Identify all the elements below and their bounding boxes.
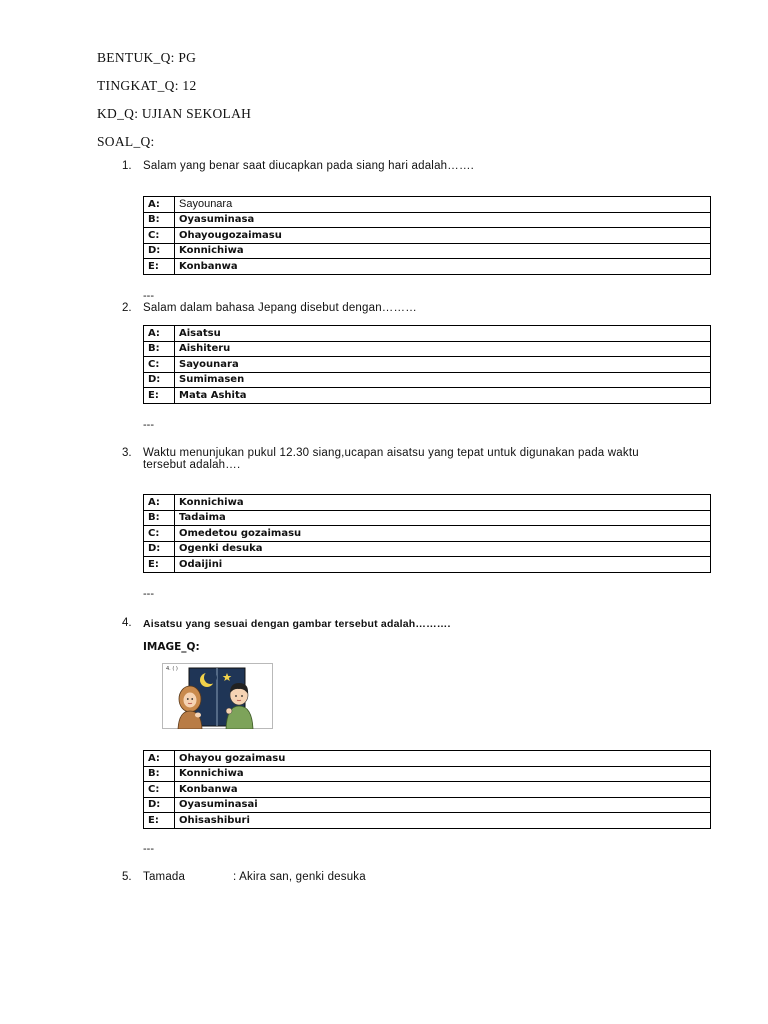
question-1-number: 1. (122, 160, 132, 172)
option-row[interactable] (144, 326, 711, 342)
image-label: IMAGE_Q: (143, 641, 200, 653)
image-caption: 4. ( ) (166, 666, 178, 672)
meta-soal: SOAL_Q: (97, 134, 155, 149)
question-4-text: Aisatsu yang sesuai dengan gambar tersebut adalah………. (143, 618, 451, 630)
question-2-number: 2. (122, 302, 132, 314)
option-row[interactable] (144, 797, 711, 813)
option-row[interactable] (144, 510, 711, 526)
option-label: D: (144, 243, 175, 259)
option-label: C: (144, 526, 175, 542)
option-label: E: (144, 259, 175, 275)
option-row[interactable] (144, 526, 711, 542)
option-row[interactable] (144, 228, 711, 244)
option-text: Konnichiwa (175, 766, 711, 782)
option-row[interactable] (144, 357, 711, 373)
question-4-number: 4. (122, 617, 132, 629)
option-text: Ohisashiburi (175, 813, 711, 829)
option-row[interactable] (144, 388, 711, 404)
option-row[interactable] (144, 243, 711, 259)
question-4-options (143, 750, 711, 829)
option-text: Oyasuminasa (175, 212, 711, 228)
meta-kd: KD_Q: UJIAN SEKOLAH (97, 106, 252, 121)
girl-figure (178, 686, 202, 729)
option-row[interactable] (144, 197, 711, 213)
question-2-options (143, 325, 711, 404)
option-label: D: (144, 372, 175, 388)
option-label: E: (144, 813, 175, 829)
option-label: C: (144, 228, 175, 244)
option-text: Ohayougozaimasu (175, 228, 711, 244)
separator: --- (143, 588, 154, 600)
question-5-speaker: Tamada (143, 871, 186, 883)
option-text: Oyasuminasai (175, 797, 711, 813)
option-row[interactable] (144, 212, 711, 228)
option-row[interactable] (144, 495, 711, 511)
option-label: B: (144, 766, 175, 782)
question-3-text-line2: tersebut adalah…. (143, 459, 241, 471)
option-label: C: (144, 357, 175, 373)
separator: --- (143, 290, 154, 302)
option-text: Konbanwa (175, 782, 711, 798)
question-1-options (143, 196, 711, 275)
option-label: A: (144, 326, 175, 342)
option-text: Sayounara (175, 197, 711, 213)
greeting-illustration (162, 663, 273, 729)
option-text: Ohayou gozaimasu (175, 751, 711, 767)
meta-bentuk: BENTUK_Q: PG (97, 50, 197, 65)
meta-tingkat: TINGKAT_Q: 12 (97, 78, 197, 93)
option-text: Aishiteru (175, 341, 711, 357)
option-label: A: (144, 751, 175, 767)
question-2-text: Salam dalam bahasa Jepang disebut dengan……… (143, 302, 417, 314)
option-label: D: (144, 797, 175, 813)
option-row[interactable] (144, 341, 711, 357)
option-label: B: (144, 212, 175, 228)
option-text: Mata Ashita (175, 388, 711, 404)
option-label: B: (144, 510, 175, 526)
option-row[interactable] (144, 372, 711, 388)
option-text: Odaijini (175, 557, 711, 573)
option-text: Ogenki desuka (175, 541, 711, 557)
separator: --- (143, 419, 154, 431)
option-label: A: (144, 495, 175, 511)
separator: --- (143, 843, 154, 855)
option-row[interactable] (144, 541, 711, 557)
option-label: E: (144, 557, 175, 573)
option-row[interactable] (144, 813, 711, 829)
question-1-text: Salam yang benar saat diucapkan pada siang hari adalah……. (143, 160, 475, 172)
option-row[interactable] (144, 766, 711, 782)
option-row[interactable] (144, 751, 711, 767)
question-3-number: 3. (122, 447, 132, 459)
option-label: D: (144, 541, 175, 557)
option-text: Omedetou gozaimasu (175, 526, 711, 542)
question-5-number: 5. (122, 871, 132, 883)
option-label: B: (144, 341, 175, 357)
option-text: Aisatsu (175, 326, 711, 342)
option-text: Konnichiwa (175, 243, 711, 259)
option-row[interactable] (144, 259, 711, 275)
option-label: E: (144, 388, 175, 404)
question-3-options (143, 494, 711, 573)
option-text: Sayounara (175, 357, 711, 373)
question-5-line: : Akira san, genki desuka (233, 871, 366, 883)
option-text: Konnichiwa (175, 495, 711, 511)
option-row[interactable] (144, 557, 711, 573)
option-row[interactable] (144, 782, 711, 798)
option-label: A: (144, 197, 175, 213)
option-text: Konbanwa (175, 259, 711, 275)
option-label: C: (144, 782, 175, 798)
question-3-text-line1: Waktu menunjukan pukul 12.30 siang,ucapan aisatsu yang tepat untuk digunakan pada waktu (143, 447, 639, 459)
option-text: Sumimasen (175, 372, 711, 388)
option-text: Tadaima (175, 510, 711, 526)
